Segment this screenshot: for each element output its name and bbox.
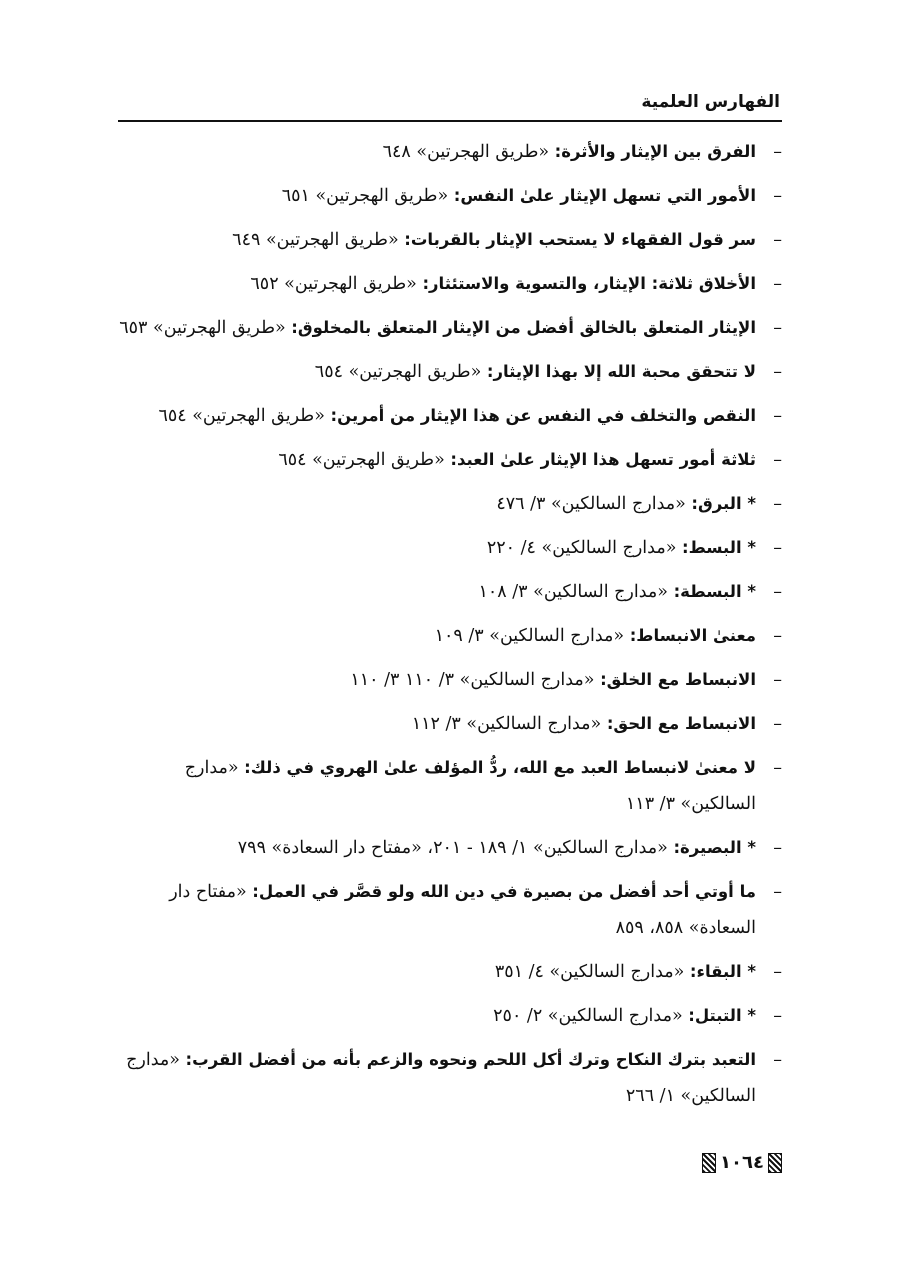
dash-bullet: – xyxy=(773,318,782,338)
dash-bullet: – xyxy=(773,142,782,162)
ornament-icon xyxy=(768,1153,782,1173)
entry-reference: «طريق الهجرتين» ٦٤٩ xyxy=(232,230,405,250)
entry-reference: «مدارج السالكين» ١/ ١٨٩ - ٢٠١، «مفتاح دار السعادة» ٧٩٩ xyxy=(237,838,674,858)
dash-bullet: – xyxy=(773,582,782,602)
index-entry xyxy=(118,658,782,702)
dash-bullet: – xyxy=(773,494,782,514)
entry-topic: ما أوتي أحد أفضل من بصيرة في دين الله ولو قصَّر في العمل: xyxy=(252,882,756,901)
entry-reference: «مدارج السالكين» ٤/ ٣٥١ xyxy=(494,962,690,982)
entry-topic: * البصيرة: xyxy=(673,838,756,857)
entry-topic: الفرق بين الإيثار والأثرة: xyxy=(554,142,756,161)
index-entry xyxy=(118,570,782,614)
entry-reference: «طريق الهجرتين» ٦٥٣ xyxy=(119,318,292,338)
dash-bullet: – xyxy=(773,274,782,294)
entry-topic: * البسطة: xyxy=(673,582,756,601)
entry-topic: لا معنىٰ لانبساط العبد مع الله، ردُّ المؤلف علىٰ الهروي في ذلك: xyxy=(244,758,756,777)
index-entry xyxy=(118,994,782,1038)
entry-reference: «مدارج السالكين» ٣/ ١١٠ ٣/ ١١٠ xyxy=(350,670,601,690)
index-entry xyxy=(118,218,782,262)
index-entry xyxy=(118,1038,782,1118)
index-entry xyxy=(118,174,782,218)
entry-reference: «مدارج السالكين» ٣/ ٤٧٦ xyxy=(496,494,692,514)
entry-reference: «مدارج السالكين» ٢/ ٢٥٠ xyxy=(493,1006,689,1026)
index-entry xyxy=(118,950,782,994)
header-divider xyxy=(118,120,782,122)
entry-reference: «مدارج السالكين» ٣/ ١١٣ xyxy=(184,758,756,814)
entry-reference: «طريق الهجرتين» ٦٥٢ xyxy=(250,274,423,294)
entry-reference: «طريق الهجرتين» ٦٥٤ xyxy=(278,450,451,470)
entry-topic: الانبساط مع الحق: xyxy=(606,714,756,733)
dash-bullet: – xyxy=(773,406,782,426)
ornament-icon xyxy=(702,1153,716,1173)
page-number: ١٠٦٤ xyxy=(720,1152,764,1173)
index-entry xyxy=(118,746,782,826)
dash-bullet: – xyxy=(773,538,782,558)
page-header-title: الفهارس العلمية xyxy=(641,92,780,112)
dash-bullet: – xyxy=(773,626,782,646)
entry-topic: الأمور التي تسهل الإيثار علىٰ النفس: xyxy=(453,186,756,205)
dash-bullet: – xyxy=(773,450,782,470)
entry-topic: * البرق: xyxy=(691,494,756,513)
dash-bullet: – xyxy=(773,230,782,250)
dash-bullet: – xyxy=(773,186,782,206)
entry-topic: * التبتل: xyxy=(688,1006,756,1025)
index-entry xyxy=(118,350,782,394)
entry-reference: «طريق الهجرتين» ٦٥٤ xyxy=(158,406,331,426)
entry-topic: معنىٰ الانبساط: xyxy=(629,626,756,645)
entry-topic: التعبد بترك النكاح وترك أكل اللحم ونحوه والزعم بأنه من أفضل القرب: xyxy=(185,1050,756,1069)
dash-bullet: – xyxy=(773,882,782,902)
entry-reference: «مدارج السالكين» ٤/ ٢٢٠ xyxy=(486,538,682,558)
index-entry xyxy=(118,614,782,658)
dash-bullet: – xyxy=(773,758,782,778)
index-entry-list xyxy=(118,130,782,1118)
entry-topic: الأخلاق ثلاثة: الإيثار، والتسوية والاستئثار: xyxy=(422,274,756,293)
dash-bullet: – xyxy=(773,670,782,690)
entry-reference: «طريق الهجرتين» ٦٥٤ xyxy=(314,362,487,382)
entry-topic: سر قول الفقهاء لا يستحب الإيثار بالقربات: xyxy=(404,230,756,249)
entry-topic: * البسط: xyxy=(681,538,756,557)
page-number-footer xyxy=(702,1152,782,1173)
entry-topic: لا تتحقق محبة الله إلا بهذا الإيثار: xyxy=(486,362,756,381)
index-entry xyxy=(118,526,782,570)
index-entry xyxy=(118,870,782,950)
entry-reference: «مدارج السالكين» ٣/ ١٠٩ xyxy=(434,626,630,646)
dash-bullet: – xyxy=(773,838,782,858)
entry-reference: «طريق الهجرتين» ٦٥١ xyxy=(281,186,454,206)
entry-topic: الإيثار المتعلق بالخالق أفضل من الإيثار المتعلق بالمخلوق: xyxy=(291,318,756,337)
dash-bullet: – xyxy=(773,714,782,734)
index-entry xyxy=(118,306,782,350)
index-entry xyxy=(118,130,782,174)
dash-bullet: – xyxy=(773,1050,782,1070)
index-entry xyxy=(118,262,782,306)
index-entry xyxy=(118,702,782,746)
entry-reference: «مدارج السالكين» ٣/ ١١٢ xyxy=(411,714,607,734)
entry-topic: ثلاثة أمور تسهل هذا الإيثار علىٰ العبد: xyxy=(450,450,756,469)
dash-bullet: – xyxy=(773,962,782,982)
entry-reference: «مدارج السالكين» ٣/ ١٠٨ xyxy=(478,582,674,602)
entry-reference: «مدارج السالكين» ١/ ٢٦٦ xyxy=(126,1050,756,1106)
dash-bullet: – xyxy=(773,362,782,382)
index-entry xyxy=(118,438,782,482)
entry-topic: * البقاء: xyxy=(689,962,756,981)
index-entry xyxy=(118,482,782,526)
dash-bullet: – xyxy=(773,1006,782,1026)
entry-topic: الانبساط مع الخلق: xyxy=(600,670,756,689)
entry-topic: النقص والتخلف في النفس عن هذا الإيثار من أمرين: xyxy=(330,406,756,425)
index-entry xyxy=(118,394,782,438)
entry-reference: «مفتاح دار السعادة» ٨٥٨، ٨٥٩ xyxy=(169,882,756,938)
entry-reference: «طريق الهجرتين» ٦٤٨ xyxy=(382,142,555,162)
index-entry xyxy=(118,826,782,870)
